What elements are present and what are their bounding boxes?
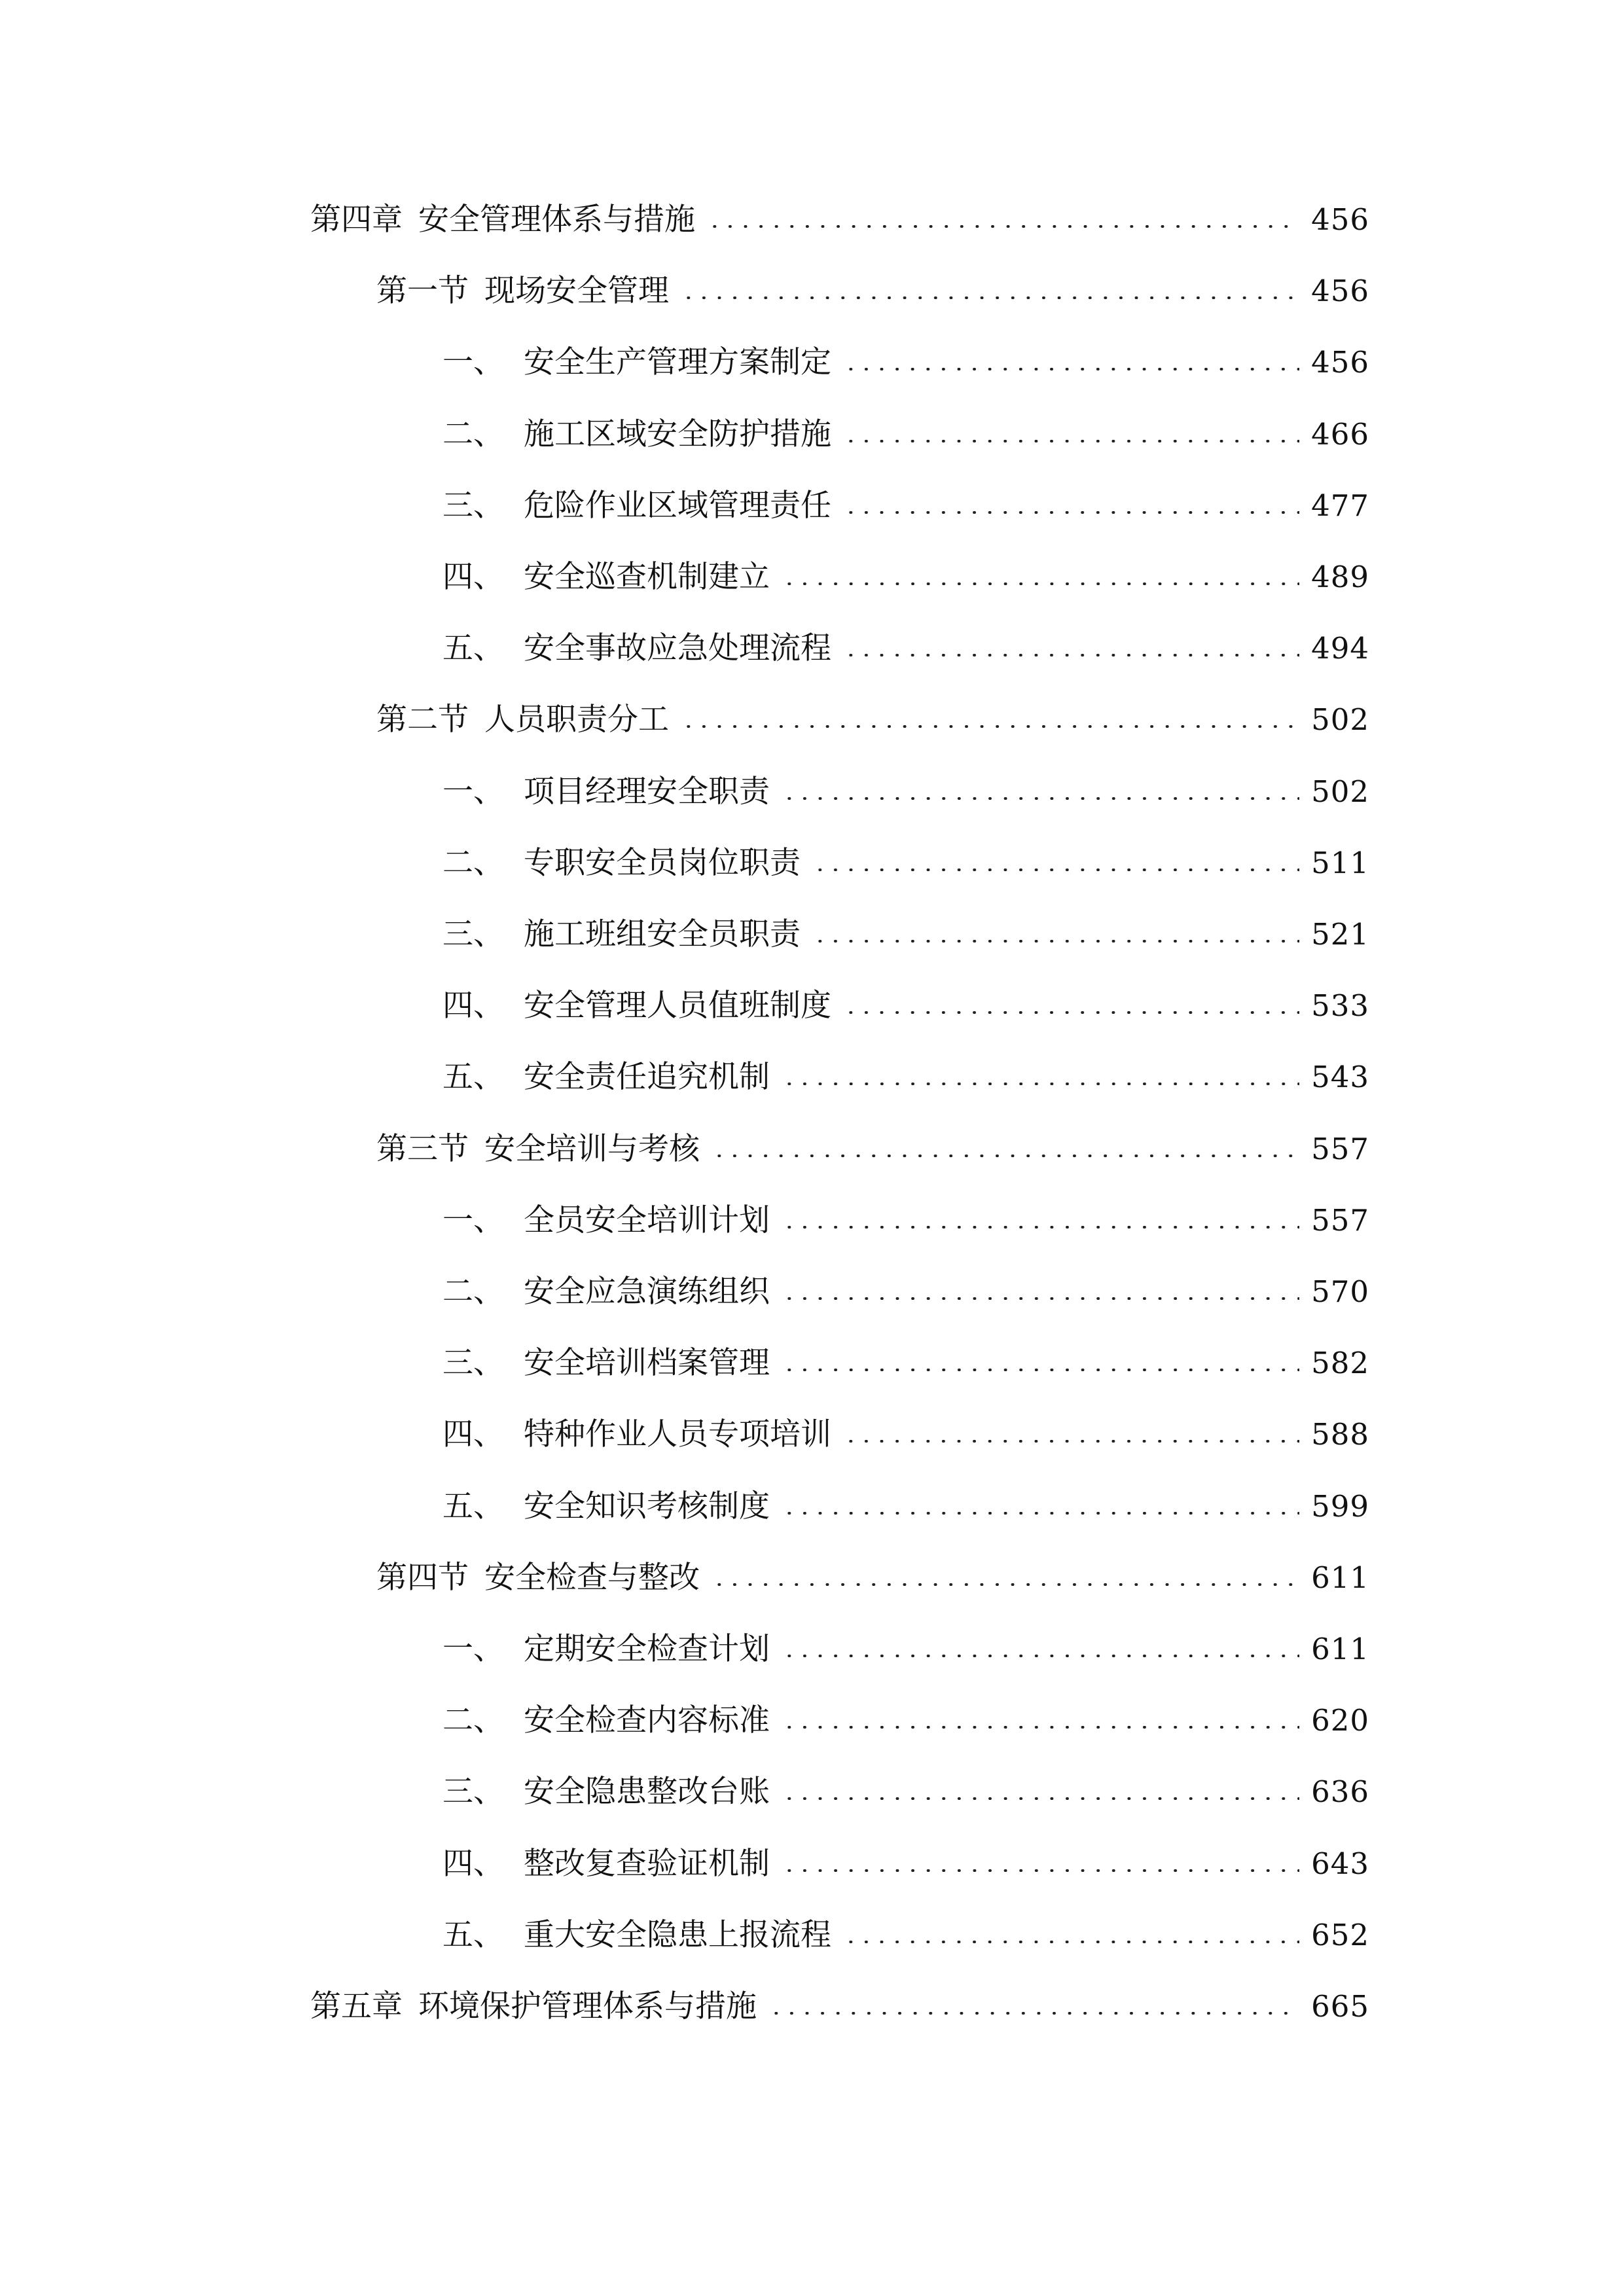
toc-entry-number: 二、 <box>442 416 504 452</box>
toc-entry-number: 四、 <box>442 988 504 1024</box>
toc-page-number: 502 <box>1311 702 1369 737</box>
toc-entry-title: 安全检查内容标准 <box>524 1702 770 1738</box>
toc-entry-item[interactable] <box>0 1480 1624 1533</box>
toc-entry-text <box>442 1695 770 1747</box>
toc-entry-number: 第二节 <box>376 702 469 738</box>
toc-page-number: 489 <box>1311 560 1369 594</box>
toc-dot-leader <box>681 296 1299 299</box>
toc-entry-text <box>442 408 831 461</box>
toc-entry-item[interactable] <box>0 480 1624 532</box>
toc-entry-title: 项目经理安全职责 <box>524 774 770 810</box>
toc-entry-number: 第一节 <box>376 273 469 309</box>
toc-entry-text <box>442 1194 770 1247</box>
toc-entry-number: 四、 <box>442 559 504 595</box>
toc-dot-leader <box>812 940 1299 942</box>
toc-entry-title: 施工班组安全员职责 <box>524 916 801 952</box>
toc-dot-leader <box>843 511 1299 514</box>
toc-entry-title: 安全生产管理方案制定 <box>524 344 831 380</box>
toc-entry-number: 五、 <box>442 1917 504 1953</box>
toc-page-number: 582 <box>1311 1346 1369 1380</box>
toc-entry-number: 三、 <box>442 1774 504 1810</box>
toc-page-number: 557 <box>1311 1203 1369 1238</box>
toc-dot-leader <box>843 368 1299 370</box>
toc-dot-leader <box>843 654 1299 656</box>
toc-entry-item[interactable] <box>0 551 1624 603</box>
toc-entry-text <box>442 837 801 889</box>
toc-entry-title: 安全培训档案管理 <box>524 1345 770 1381</box>
toc-dot-leader <box>782 797 1299 800</box>
toc-entry-item[interactable] <box>0 766 1624 818</box>
toc-dot-leader <box>782 1726 1299 1729</box>
toc-entry-item[interactable] <box>0 336 1624 389</box>
toc-entry-item[interactable] <box>0 837 1624 889</box>
toc-entry-item[interactable] <box>0 622 1624 675</box>
toc-entry-text <box>442 766 770 818</box>
toc-entry-text <box>376 1552 700 1604</box>
toc-entry-item[interactable] <box>0 1194 1624 1247</box>
toc-page-number: 502 <box>1311 774 1369 809</box>
toc-entry-number: 一、 <box>442 344 504 380</box>
toc-page-number: 643 <box>1311 1846 1369 1881</box>
toc-entry-number: 一、 <box>442 774 504 810</box>
toc-dot-leader <box>782 1869 1299 1872</box>
toc-dot-leader <box>843 1440 1299 1443</box>
toc-page-number: 456 <box>1311 345 1369 380</box>
toc-dot-leader <box>782 1226 1299 1229</box>
toc-entry-item[interactable] <box>0 1266 1624 1318</box>
toc-entry-text <box>442 980 831 1032</box>
toc-dot-leader <box>712 1155 1299 1157</box>
toc-entry-title: 危险作业区域管理责任 <box>524 488 831 524</box>
toc-entry-item[interactable] <box>0 1051 1624 1103</box>
toc-dot-leader <box>782 1297 1299 1300</box>
toc-entry-number: 四、 <box>442 1416 504 1452</box>
toc-page-number: 588 <box>1311 1417 1369 1452</box>
toc-dot-leader <box>768 2012 1299 2015</box>
toc-dot-leader <box>843 1011 1299 1014</box>
toc-page-number: 511 <box>1311 846 1369 880</box>
toc-page-number: 611 <box>1311 1560 1369 1595</box>
toc-dot-leader <box>782 1083 1299 1085</box>
toc-entry-text <box>376 694 669 746</box>
toc-entry-number: 二、 <box>442 1702 504 1738</box>
toc-entry-item[interactable] <box>0 1408 1624 1461</box>
toc-entry-title: 安全管理人员值班制度 <box>524 988 831 1024</box>
toc-page-number: 570 <box>1311 1274 1369 1309</box>
toc-page-number: 533 <box>1311 988 1369 1023</box>
toc-dot-leader <box>782 1512 1299 1515</box>
toc-entry-text <box>442 1408 831 1461</box>
toc-entry-text <box>442 1480 770 1533</box>
toc-entry-item[interactable] <box>0 1695 1624 1747</box>
toc-dot-leader <box>843 1941 1299 1943</box>
toc-entry-number: 二、 <box>442 1274 504 1310</box>
toc-entry-item[interactable] <box>0 1909 1624 1962</box>
toc-entry-title: 安全培训与考核 <box>484 1131 700 1167</box>
toc-page-number: 494 <box>1311 631 1369 666</box>
toc-entry-title: 现场安全管理 <box>484 273 669 309</box>
toc-entry-title: 安全隐患整改台账 <box>524 1774 770 1810</box>
toc-entry-text <box>376 265 669 317</box>
toc-entry-title: 专职安全员岗位职责 <box>524 845 801 881</box>
toc-entry-item[interactable] <box>0 1337 1624 1390</box>
toc-page-number: 652 <box>1311 1918 1369 1952</box>
toc-entry-title: 重大安全隐患上报流程 <box>524 1917 831 1953</box>
toc-dot-leader <box>782 1369 1299 1371</box>
toc-entry-number: 五、 <box>442 630 504 666</box>
toc-page-number: 456 <box>1311 202 1369 237</box>
toc-entry-text <box>442 908 801 961</box>
toc-entry-title: 安全巡查机制建立 <box>524 559 770 595</box>
toc-entry-title: 安全管理体系与措施 <box>418 202 695 238</box>
toc-entry-number: 五、 <box>442 1059 504 1095</box>
toc-entry-item[interactable] <box>0 408 1624 461</box>
toc-entry-number: 四、 <box>442 1846 504 1882</box>
toc-entry-item[interactable] <box>0 1623 1624 1676</box>
toc-entry-number: 第四章 <box>310 202 403 238</box>
toc-page-number: 543 <box>1311 1060 1369 1094</box>
toc-page-number: 477 <box>1311 488 1369 523</box>
toc-entry-title: 人员职责分工 <box>484 702 669 738</box>
toc-entry-item[interactable] <box>0 980 1624 1032</box>
toc-entry-text <box>442 622 831 675</box>
toc-entry-title: 整改复查验证机制 <box>524 1846 770 1882</box>
toc-entry-number: 三、 <box>442 916 504 952</box>
toc-dot-leader <box>712 1583 1299 1586</box>
toc-entry-section[interactable] <box>0 1552 1624 1604</box>
toc-entry-text <box>310 194 695 246</box>
toc-page-number: 665 <box>1311 1989 1369 2024</box>
toc-entry-item[interactable] <box>0 1766 1624 1818</box>
toc-entry-title: 环境保护管理体系与措施 <box>418 1988 757 2024</box>
toc-entry-text <box>442 1266 770 1318</box>
toc-page-number: 636 <box>1311 1774 1369 1809</box>
toc-entry-title: 特种作业人员专项培训 <box>524 1416 831 1452</box>
toc-entry-number: 三、 <box>442 1345 504 1381</box>
toc-entry-title: 全员安全培训计划 <box>524 1202 770 1238</box>
toc-entry-chapter[interactable] <box>0 194 1624 246</box>
toc-entry-text <box>442 336 831 389</box>
toc-entry-title: 安全检查与整改 <box>484 1560 700 1596</box>
toc-dot-leader <box>812 869 1299 871</box>
toc-entry-number: 第三节 <box>376 1131 469 1167</box>
toc-entry-number: 五、 <box>442 1488 504 1524</box>
toc-entry-text <box>310 1981 757 2033</box>
toc-entry-text <box>376 1123 700 1175</box>
toc-entry-text <box>442 1051 770 1103</box>
toc-page-number: 557 <box>1311 1132 1369 1166</box>
toc-entry-text <box>442 1838 770 1890</box>
toc-entry-number: 一、 <box>442 1202 504 1238</box>
toc-entry-title: 安全应急演练组织 <box>524 1274 770 1310</box>
toc-dot-leader <box>843 440 1299 442</box>
toc-entry-item[interactable] <box>0 1838 1624 1890</box>
toc-entry-title: 安全责任追究机制 <box>524 1059 770 1095</box>
toc-entry-title: 安全知识考核制度 <box>524 1488 770 1524</box>
toc-entry-item[interactable] <box>0 908 1624 961</box>
toc-entry-title: 安全事故应急处理流程 <box>524 630 831 666</box>
toc-entry-title: 施工区域安全防护措施 <box>524 416 831 452</box>
toc-entry-text <box>442 551 770 603</box>
toc-entry-number: 一、 <box>442 1631 504 1667</box>
toc-entry-section[interactable] <box>0 694 1624 746</box>
toc-page-number: 466 <box>1311 417 1369 452</box>
toc-page-number: 456 <box>1311 274 1369 308</box>
toc-entry-text <box>442 1337 770 1390</box>
toc-entry-number: 第五章 <box>310 1988 403 2024</box>
toc-entry-title: 定期安全检查计划 <box>524 1631 770 1667</box>
toc-entry-text <box>442 480 831 532</box>
toc-entry-chapter[interactable] <box>0 1981 1624 2033</box>
toc-dot-leader <box>782 1655 1299 1657</box>
toc-dot-leader <box>782 583 1299 585</box>
toc-dot-leader <box>707 225 1299 228</box>
toc-page-number: 599 <box>1311 1489 1369 1524</box>
toc-entry-text <box>442 1909 831 1962</box>
toc-entry-section[interactable] <box>0 1123 1624 1175</box>
toc-dot-leader <box>681 725 1299 728</box>
toc-entry-number: 三、 <box>442 488 504 524</box>
toc-dot-leader <box>782 1797 1299 1800</box>
toc-page-number: 620 <box>1311 1703 1369 1738</box>
toc-entry-section[interactable] <box>0 265 1624 317</box>
toc-entry-text <box>442 1623 770 1676</box>
toc-entry-number: 二、 <box>442 845 504 881</box>
toc-entry-text <box>442 1766 770 1818</box>
toc-page-number: 521 <box>1311 917 1369 952</box>
toc-page-number: 611 <box>1311 1632 1369 1666</box>
toc-entry-number: 第四节 <box>376 1560 469 1596</box>
